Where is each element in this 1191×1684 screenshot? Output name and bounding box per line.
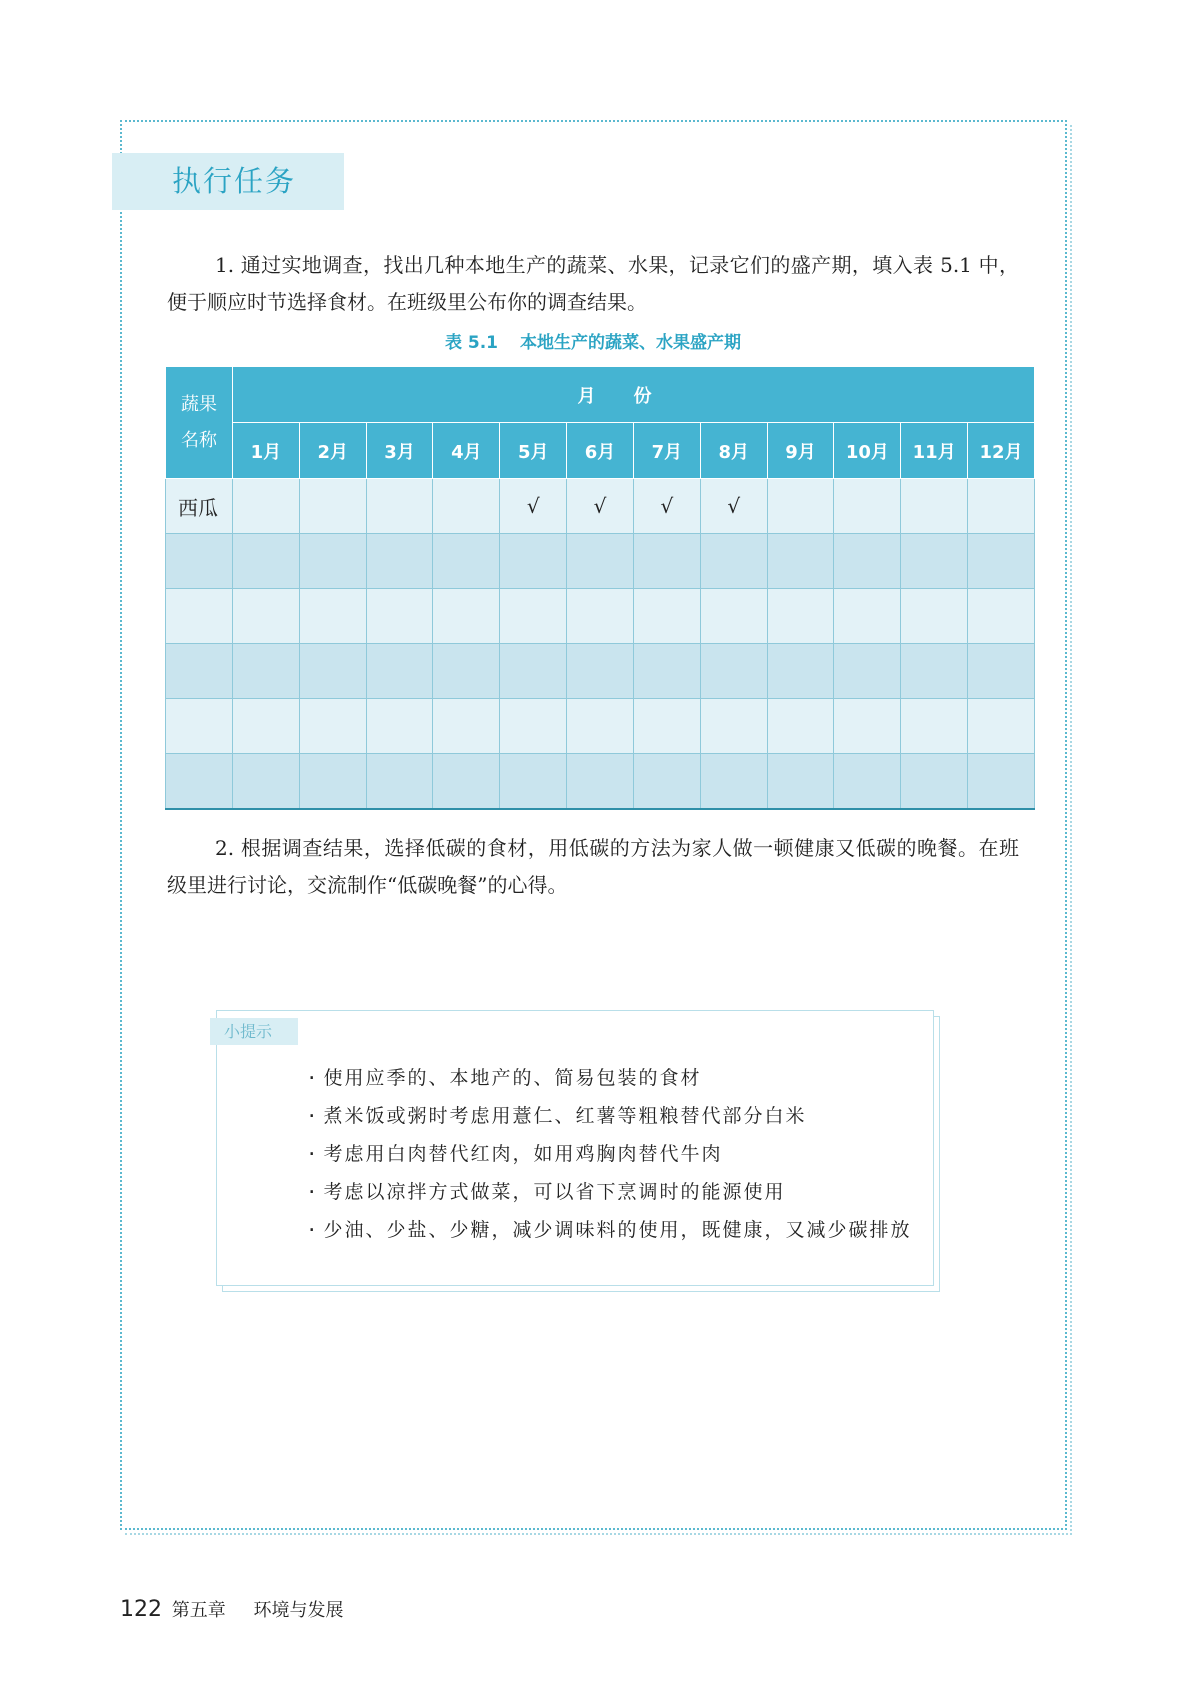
month-cell: [633, 699, 700, 754]
month-cell: [567, 534, 634, 589]
month-cell: [299, 644, 366, 699]
month-cell: [233, 644, 300, 699]
month-cell: [834, 644, 901, 699]
month-cell: [500, 589, 567, 644]
table-row: [166, 479, 1035, 534]
bullet-icon: ·: [306, 1143, 320, 1165]
table-row: [166, 699, 1035, 754]
page-footer: [120, 1596, 343, 1622]
veg-name-cell: [166, 644, 233, 699]
tip-item: [306, 1135, 911, 1173]
tip-text: 使用应季的、本地产的、简易包装的食材: [323, 1067, 702, 1089]
month-cell: [567, 644, 634, 699]
month-cell: √: [567, 479, 634, 534]
month-cell: [968, 699, 1035, 754]
veg-name-cell: [166, 699, 233, 754]
table-caption: [167, 328, 1019, 353]
month-cell: [433, 754, 500, 810]
month-cell: [834, 479, 901, 534]
tip-label: 小提示: [210, 1018, 298, 1045]
month-cell: [767, 589, 834, 644]
tip-item: [306, 1097, 911, 1135]
tip-text: 考虑以凉拌方式做菜，可以省下烹调时的能源使用: [323, 1181, 786, 1203]
month-cell: [700, 589, 767, 644]
tip-item: [306, 1173, 911, 1211]
month-cell: [366, 589, 433, 644]
month-cell: [433, 479, 500, 534]
month-cell: [233, 479, 300, 534]
bullet-icon: ·: [306, 1067, 320, 1089]
season-table: [165, 366, 1035, 810]
bullet-icon: ·: [306, 1181, 320, 1203]
month-cell: [968, 534, 1035, 589]
month-cell: [299, 534, 366, 589]
month-cell: [433, 644, 500, 699]
tip-item: [306, 1211, 911, 1249]
month-cell: [767, 479, 834, 534]
month-cell: [700, 644, 767, 699]
month-cell: [567, 754, 634, 810]
veg-name-header: [166, 367, 233, 479]
section-title: 执行任务: [112, 153, 344, 210]
month-group-header: 月份: [233, 367, 1035, 423]
task-paragraph-1: 1. 通过实地调查，找出几种本地生产的蔬菜、水果，记录它们的盛产期，填入表 5.1 中，便于顺应时节选择食材。在班级里公布你的调查结果。: [167, 253, 1019, 314]
veg-name-cell: [166, 534, 233, 589]
month-cell: [299, 754, 366, 810]
chapter-label: 第五章: [171, 1600, 226, 1621]
month-cell: [834, 754, 901, 810]
month-header-7: 7月: [633, 423, 700, 479]
table-caption-number: 表 5.1: [444, 333, 499, 353]
month-header-10: 10月: [834, 423, 901, 479]
month-cell: [366, 699, 433, 754]
veg-header-line2: 名称: [181, 429, 217, 451]
task-paragraph-2: 2. 根据调查结果，选择低碳的食材，用低碳的方法为家人做一顿健康又低碳的晚餐。在班级里进行讨论，交流制作“低碳晚餐”的心得。: [167, 836, 1019, 897]
month-cell: [968, 589, 1035, 644]
tip-list: [306, 1059, 911, 1249]
month-cell: [968, 479, 1035, 534]
month-cell: [567, 699, 634, 754]
chapter-title: 环境与发展: [253, 1600, 344, 1621]
month-cell: [433, 699, 500, 754]
month-cell: [633, 644, 700, 699]
month-cell: [433, 534, 500, 589]
month-cell: √: [500, 479, 567, 534]
month-cell: [767, 699, 834, 754]
veg-name-cell: [166, 589, 233, 644]
month-cell: [500, 534, 567, 589]
table-row: [166, 534, 1035, 589]
tip-text: 考虑用白肉替代红肉，如用鸡胸肉替代牛肉: [323, 1143, 723, 1165]
month-cell: [834, 699, 901, 754]
month-cell: [901, 534, 968, 589]
month-cell: [901, 699, 968, 754]
month-header-4: 4月: [433, 423, 500, 479]
month-cell: [500, 644, 567, 699]
month-cell: [633, 534, 700, 589]
month-cell: [901, 754, 968, 810]
month-cell: [366, 534, 433, 589]
month-header-8: 8月: [700, 423, 767, 479]
month-cell: [299, 699, 366, 754]
bullet-icon: ·: [306, 1105, 320, 1127]
tip-item: [306, 1059, 911, 1097]
month-header-row: [166, 423, 1035, 479]
month-cell: [633, 754, 700, 810]
month-cell: [834, 534, 901, 589]
table-row: [166, 589, 1035, 644]
month-cell: [366, 754, 433, 810]
month-cell: [233, 754, 300, 810]
month-cell: [366, 644, 433, 699]
month-header-1: 1月: [233, 423, 300, 479]
month-cell: [968, 644, 1035, 699]
month-header-6: 6月: [567, 423, 634, 479]
bullet-icon: ·: [306, 1219, 320, 1241]
month-cell: [233, 534, 300, 589]
page-number: 122: [120, 1597, 162, 1622]
month-cell: [700, 754, 767, 810]
table-row: [166, 644, 1035, 699]
month-cell: [767, 754, 834, 810]
month-cell: [901, 479, 968, 534]
month-cell: [500, 699, 567, 754]
month-cell: [700, 699, 767, 754]
veg-name-cell: [166, 754, 233, 810]
table-caption-title: 本地生产的蔬菜、水果盛产期: [520, 333, 742, 353]
month-cell: [700, 534, 767, 589]
month-header-9: 9月: [767, 423, 834, 479]
month-cell: √: [633, 479, 700, 534]
month-cell: [767, 644, 834, 699]
tip-text: 煮米饭或粥时考虑用薏仁、红薯等粗粮替代部分白米: [323, 1105, 807, 1127]
tip-text: 少油、少盐、少糖，减少调味料的使用，既健康，又减少碳排放: [323, 1219, 912, 1241]
month-cell: [968, 754, 1035, 810]
month-cell: [233, 699, 300, 754]
veg-name-cell: 西瓜: [166, 479, 233, 534]
month-cell: [901, 644, 968, 699]
month-cell: [633, 589, 700, 644]
table-body: [166, 479, 1035, 810]
month-header-3: 3月: [366, 423, 433, 479]
month-header-12: 12月: [968, 423, 1035, 479]
month-cell: [901, 589, 968, 644]
table-row: [166, 754, 1035, 810]
month-cell: [299, 479, 366, 534]
month-header-11: 11月: [901, 423, 968, 479]
month-header-5: 5月: [500, 423, 567, 479]
month-cell: √: [700, 479, 767, 534]
month-cell: [767, 534, 834, 589]
veg-header-line1: 蔬果: [181, 393, 217, 415]
month-cell: [299, 589, 366, 644]
month-cell: [433, 589, 500, 644]
month-cell: [834, 589, 901, 644]
month-cell: [567, 589, 634, 644]
month-cell: [500, 754, 567, 810]
month-header-2: 2月: [299, 423, 366, 479]
month-cell: [366, 479, 433, 534]
month-cell: [233, 589, 300, 644]
